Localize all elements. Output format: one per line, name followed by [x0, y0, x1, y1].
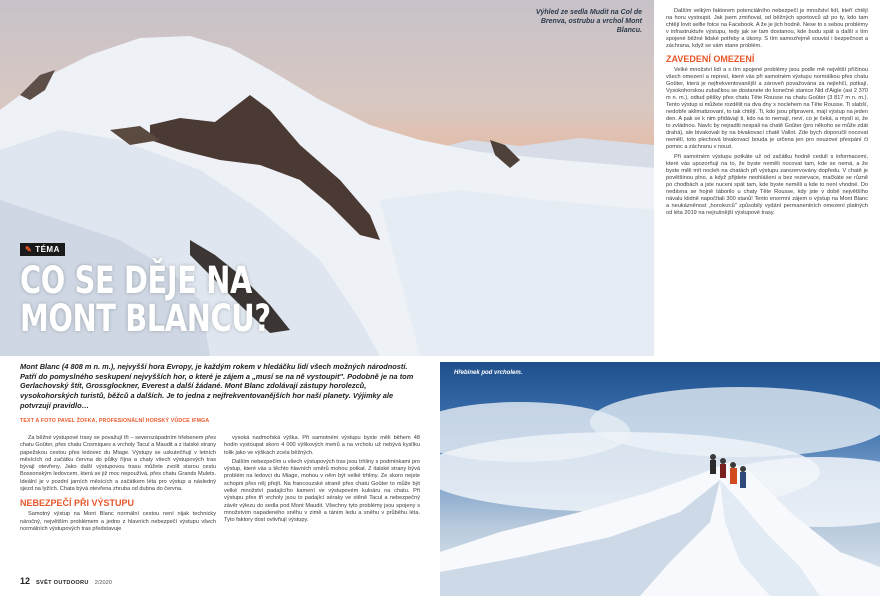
col2-paragraph-1: vysoká nadmořská výška. Při samotném výstupu byste měli během 48 hodin vystoupat skoro 4 000 výškových metrů a na vrcholu už nebývá kyslíku tolik jako ve výškách zcela běžných. — [224, 435, 420, 456]
headline-line-2: MONT BLANCU? — [20, 297, 271, 340]
issue-number: 2/2020 — [94, 580, 112, 586]
col1-section-heading: NEBEZPEČÍ PŘI VÝSTUPU — [20, 498, 135, 509]
headline-line-1: CO SE DĚJE NA — [20, 259, 252, 302]
ridge-photo-caption: Hřebínek pod vrcholem. — [454, 370, 523, 376]
right-section-heading: ZAVEDENÍ OMEZENÍ — [666, 54, 755, 64]
right-paragraph-3: Při samotném výstupu potkáte už od začátku hodně cedulí s informacemi, které vás upozorňují na to, že byste neměli nocovat tam, kde se nemá, a že byste měli mít nocleh na chatách při výstupu zarezervovány dopředu. V chatě je povětšinou plno, a když přijdete neohlášeni a bez rezervace, mačkáte se různě po chodbách a jste nuceni spát tam, kde byste neměli a kde to není vhodné. Do nedávna se hojně táborilo u chaty Tête Rousse, kdy jste v době největšího návalu klidně napočítali 300 stanů! Tento enormní zájem o výstup na Mont Blanc a neukázněnost „horolezců" způsobily vydání permanentních omezení platných od léta 2019 na nejrušnější výstupové trasy. — [666, 154, 868, 216]
pencil-icon: ✎ — [25, 245, 33, 254]
section-tag — [20, 243, 65, 256]
page-number: 12 — [20, 576, 31, 586]
hero-photo-caption: Výhled ze sedla Mudit na Col de Brenva, ostrubu a vrchol Mont Blancu. — [535, 9, 642, 34]
col2-paragraph-2: Dalším nebezpečím u všech výstupových tras jsou trhliny s podmínkami pro výstup, které vás u těchto hlavních směrů mohou potkat. Z italské strany bývá problém na ledovci du Miage, mohou v něm být velké trhliny. Ze skoro nejste schopni přes něj přejít. Na francouzské straně přes chatu Goûter to může být velké množství padajícího kamení ve výstupovém kuloáru na chatu. Při výstupu přes tři vrcholy jsou to padající séraky ve stěně Tacul a nebezpečný závěr výlezu do sedla pod Mont Maudit. Všechny tyto problémy jsou spojeny s množstvím napadeného sněhu v zimě a táním ledu a sněhu v průběhu léta. Tyto faktory dost ovlivňují výstupy. — [224, 458, 420, 524]
col1-paragraph-1: Za běžné výstupové trasy se považují tři – severozápadním hřebenem přes chatu Goûter, přes chatu Cosmiques a vrcholy Tacul a Maudit a z italské strany papežskou cestou přes ledovec du Miage. Výstupy se uskutečňují v letních měsících od začátku června do půlky října a chaty všech výstupových tras bývají otevřeny. Jako další výstupovou trasu můžete zvolit starou cestu Bossonským ledovcem, která se již moc nepoužívá, přes chatu Grands Mulets. Ideální je v pozdní jarních měsících a začátkem léta pro výstup a následný sjezd na lyžích. Chata bývá otevřena zhruba od dubna do června. — [20, 435, 216, 493]
hero-photo — [0, 0, 654, 356]
page-footer — [20, 576, 112, 586]
right-paragraph-1: Dalším velkým faktorem potenciálního nebezpečí je množství lidí, kteří chtějí na horu vystoupit. Jak jsem zmiňoval, od běžných sportovců až po ty, kdo tam chtějí lovit selfie fotce na Facebook. A že je jich hodně. Nese to s sebou problémy v infrastruktuře výstupu, tedy jak se tam dostanou, kde budu spát a další s tím spojené běžné lidské potřeby a úkony. S tím samozřejmě souvisí i bezpečnost a záchrana, když se vám stane problém. — [666, 8, 868, 49]
article-lead: Mont Blanc (4 808 m n. m.), nejvyšší hora Evropy, je každým rokem v hledáčku lidí všech možných národností. Patří do pomyslného seskupení nejvyšších hor, o které je zájem a „musí se na ně vystoupit". Podobně je na tom Gerlachovský štít, Grossglockner, Everest a další žádané. Mont Blanc zdolávají zástupy horolezců, vysokohorských turistů, běžců a dalších. Je to jedna z nejfrekventovanějších hor naší planety. Výjimky ale potvrzují pravidlo… — [20, 362, 414, 410]
body-column-1 — [20, 435, 216, 535]
right-paragraph-2: Velké množství lidí a s tím spojené problémy jsou podle mě největší příčinou všech omezení a represí, které vás při samotném výstupu normálkou přes chatu Goûter, která je nejfrekventovanější a zároveň považována za nejlehčí, potkají. Vysokohorskou zubačkou se dostanete do konečné stanice Nid d'Aigle (asi 2 370 m n. m.), odtud pěšky přes chatu Tête Rousse na chatu Goûter (3 817 m n. m.). Tento výstup si můžete rozdělit na dva dny s noclehem na Tête Rousse. Ti slabší, nedobře aklimatizovaní, to tak chtějí. Ti, kdo jsou připraveni, mají výstup na jeden den. A pak se k nim přidávají ti, kdo na to nemají, neví, co je čeká, a myslí si, že to zvládnou. Navíc by nejradši nespali na chatě Goûter (pro někoho se může zdát drahá), ale bivakovali by na bivakovací chatě Vallot. Zde bych doporučil nocovat nemělí, toto plechová bivakovací bouda je určena jen pro nouzové přespání či pomoc a záchranu v nouzi. — [666, 67, 868, 150]
col1-paragraph-2: Samotný výstup na Mont Blanc normální cestou není nijak technicky náročný, největším problémem a jedno z hlavních nebezpečí výstupu všech normálních výstupových tras představuje — [20, 511, 216, 532]
right-text-column — [666, 8, 868, 220]
ridge-photo — [440, 362, 880, 596]
body-column-2 — [224, 435, 420, 527]
article-headline — [20, 259, 277, 340]
section-tag-label: TÉMA — [35, 245, 60, 254]
author-credit: TEXT A FOTO PAVEL ŽOFKA, PROFESIONÁLNÍ HORSKÝ VŮDCE IFMGA — [20, 418, 210, 424]
ridge-illustration — [440, 362, 880, 596]
magazine-name: SVĚT OUTDOORU — [36, 580, 89, 586]
